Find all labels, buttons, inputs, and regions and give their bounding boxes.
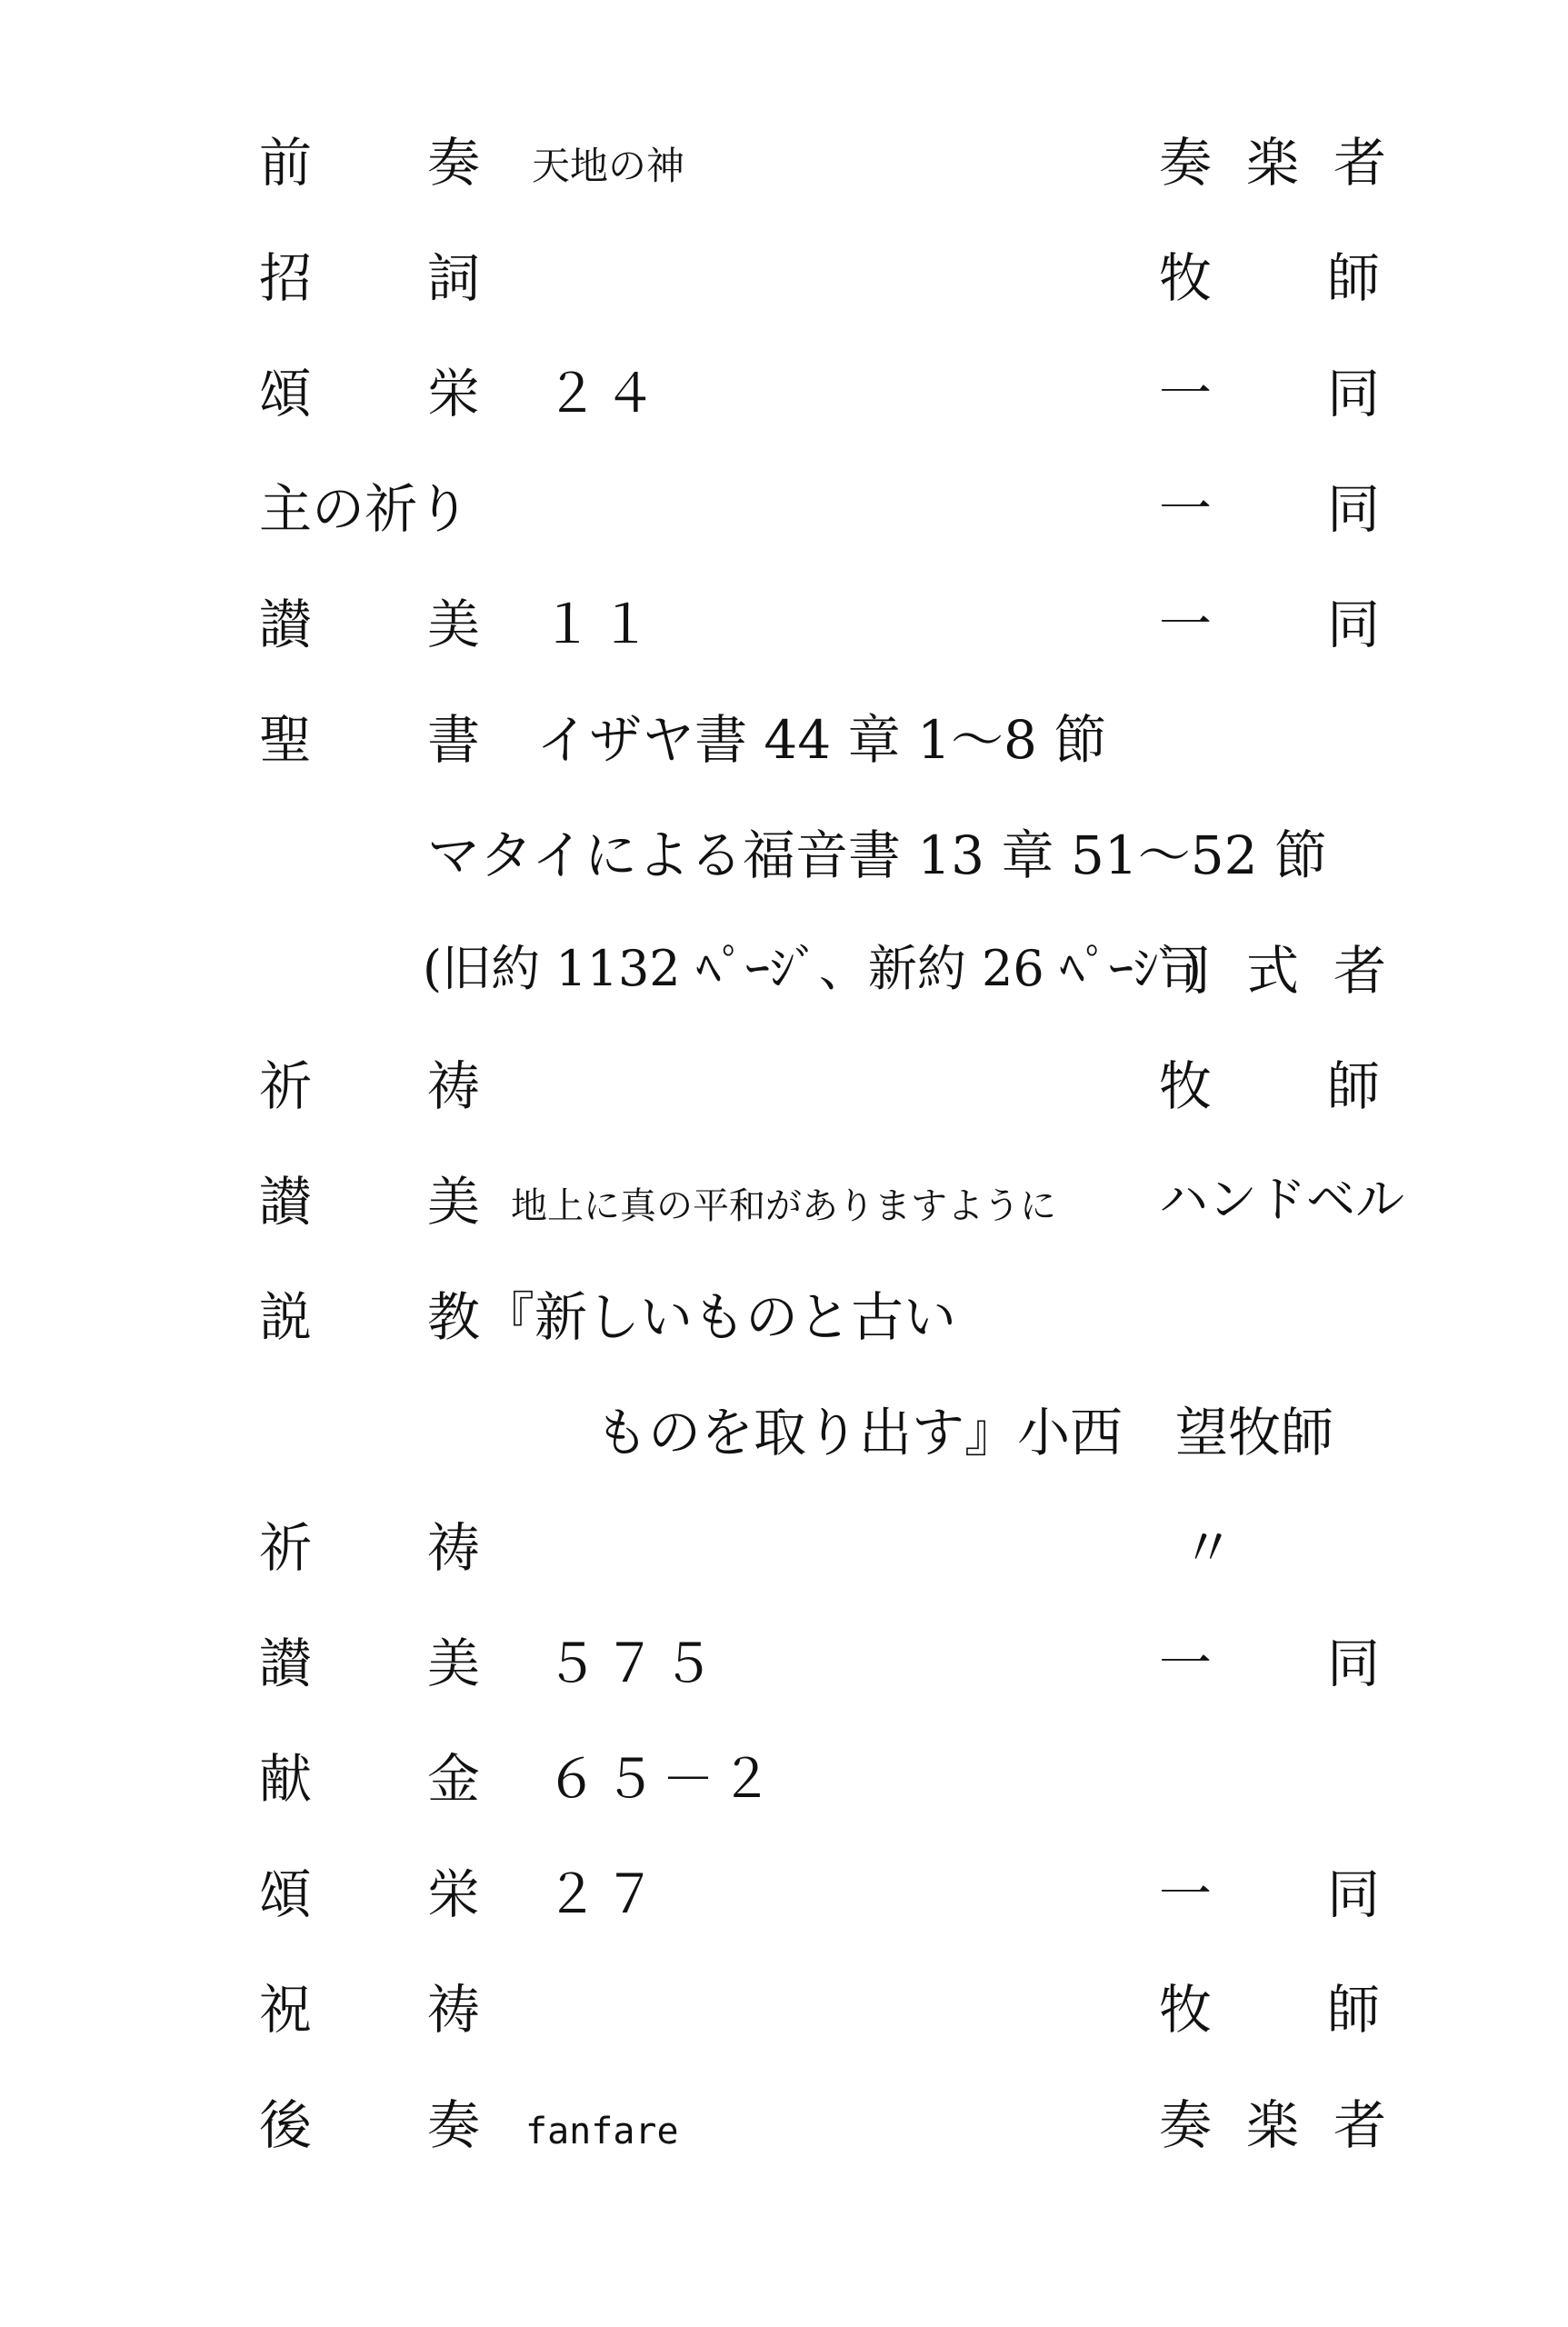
program-row-doxology-2	[0, 1863, 1568, 1968]
scripture-reading-2: マタイによる福音書 13 章 51～52 節	[427, 824, 1327, 886]
item-label-char2: 祷	[427, 1979, 481, 2041]
program-row-prelude	[0, 132, 1568, 236]
program-row-hymn-2	[0, 1633, 1568, 1737]
item-label-char1: 讃	[259, 594, 313, 655]
item-detail: ２４	[545, 363, 663, 424]
ditto-mark: 〃	[1182, 1517, 1235, 1579]
scripture-page-numbers: (旧約 1132 ﾍﾟｰｼﾞ、新約 26 ﾍﾟｰｼﾞ)	[423, 940, 1202, 997]
item-label-char2: 栄	[427, 363, 481, 424]
item-performer-char2: 同	[1327, 1863, 1381, 1925]
item-label-char1: 祝	[259, 1979, 313, 2041]
item-label-char1: 献	[259, 1748, 313, 1810]
sermon-title-line1: 『新しいものと古い	[482, 1286, 957, 1348]
item-label-char2: 美	[427, 594, 481, 655]
item-performer-char1: 牧	[1159, 1979, 1213, 2041]
item-performer-char1: 一	[1159, 1633, 1213, 1694]
program-row-lords-prayer	[0, 478, 1568, 583]
program-row-scripture-pages	[0, 940, 1568, 1044]
item-detail: ５７５	[545, 1633, 721, 1694]
item-performer-char2: 同	[1327, 363, 1381, 424]
item-label-char2: 奏	[427, 2094, 481, 2156]
program-row-doxology	[0, 363, 1568, 467]
item-performer-char2: 師	[1327, 247, 1381, 309]
item-label-char2: 栄	[427, 1863, 481, 1925]
item-detail: ２７	[545, 1863, 663, 1925]
item-label-char2: 教	[427, 1286, 481, 1348]
item-label-char2: 詞	[427, 247, 481, 309]
item-label-char2: 美	[427, 1171, 481, 1233]
item-performer-char2: 師	[1327, 1055, 1381, 1117]
item-label-char2: 金	[427, 1748, 481, 1810]
item-label-char2: 奏	[427, 132, 481, 194]
item-performer-char1: 牧	[1159, 247, 1213, 309]
item-detail: fanfare	[525, 2111, 679, 2152]
item-label-char1: 祈	[259, 1055, 313, 1117]
item-performer: ハンドベル	[1159, 1171, 1404, 1228]
item-performer-char1: 一	[1159, 1863, 1213, 1925]
item-performer-char1: 一	[1159, 594, 1213, 655]
item-label-char1: 頌	[259, 363, 313, 424]
program-row-sermon	[0, 1286, 1568, 1391]
item-label-char1: 頌	[259, 1863, 313, 1925]
item-performer: 奏楽者	[1159, 2094, 1386, 2156]
item-label-char1: 聖	[259, 709, 313, 771]
item-label-char2: 書	[427, 709, 481, 771]
program-row-prayer	[0, 1055, 1568, 1160]
item-performer-char1: 一	[1159, 478, 1213, 540]
program-row-offering	[0, 1748, 1568, 1853]
item-performer-char1: 牧	[1159, 1055, 1213, 1117]
item-label-char1: 説	[259, 1286, 313, 1348]
item-performer-char1: 一	[1159, 363, 1213, 424]
item-detail: 地上に真の平和がありますように	[511, 1185, 1056, 1227]
program-row-scripture	[0, 709, 1568, 814]
program-row-postlude	[0, 2094, 1568, 2199]
program-row-benediction	[0, 1979, 1568, 2083]
scripture-reading-1: イザヤ書 44 章 1～8 節	[536, 709, 1107, 771]
item-performer-char2: 同	[1327, 594, 1381, 655]
program-row-scripture-2	[0, 824, 1568, 929]
item-label-char2: 祷	[427, 1517, 481, 1579]
item-label-char2: 美	[427, 1633, 481, 1694]
program-row-prayer-2	[0, 1517, 1568, 1622]
item-label-char1: 祈	[259, 1517, 313, 1579]
item-label-char1: 招	[259, 247, 313, 309]
item-performer-char2: 同	[1327, 1633, 1381, 1694]
item-label-char1: 前	[259, 132, 313, 194]
program-row-call-to-worship	[0, 247, 1568, 352]
item-performer: 司式者	[1159, 940, 1386, 1002]
item-label-char1: 後	[259, 2094, 313, 2156]
item-detail: １１	[541, 594, 658, 655]
program-row-handbell-hymn	[0, 1171, 1568, 1275]
item-label-char2: 祷	[427, 1055, 481, 1117]
item-label-char1: 讃	[259, 1171, 313, 1233]
item-performer-char2: 師	[1327, 1979, 1381, 2041]
item-label: 主の祈り	[259, 478, 471, 540]
item-performer: 奏楽者	[1159, 132, 1386, 194]
program-row-hymn	[0, 594, 1568, 698]
sermon-title-line2: ものを取り出す』小西 望牧師	[595, 1402, 1334, 1463]
item-detail: 天地の神	[532, 144, 685, 188]
item-detail: ６５－２	[545, 1748, 779, 1810]
item-performer-char2: 同	[1327, 478, 1381, 540]
program-row-sermon-2	[0, 1402, 1568, 1506]
item-label-char1: 讃	[259, 1633, 313, 1694]
